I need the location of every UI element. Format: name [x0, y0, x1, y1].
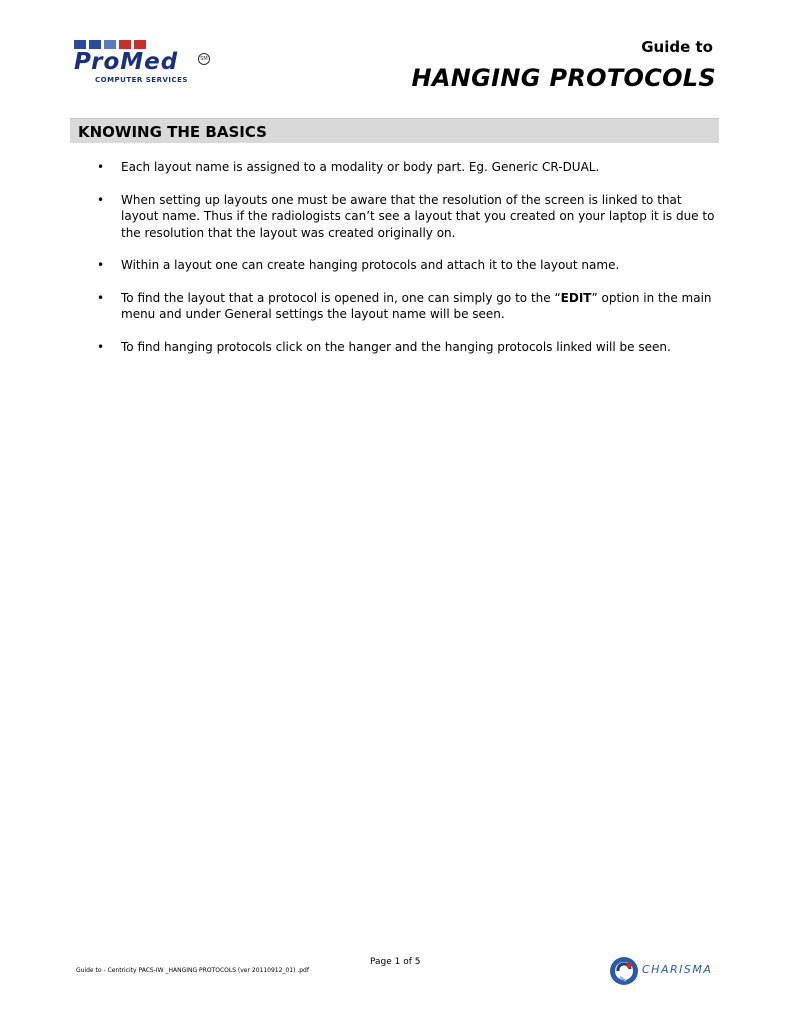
charisma-swirl-icon — [608, 955, 640, 987]
promed-logo — [74, 40, 214, 88]
bullet-text: Within a layout one can create hanging protocols and attach it to the layout name. — [121, 258, 620, 272]
logo-subtitle: COMPUTER SERVICES — [95, 76, 188, 84]
list-item — [97, 339, 717, 356]
section-title: KNOWING THE BASICS — [78, 123, 267, 141]
list-item — [97, 257, 717, 274]
charisma-logo — [608, 954, 723, 988]
bullet-text: Each layout name is assigned to a modality or body part. Eg. Generic CR-DUAL. — [121, 160, 600, 174]
list-item — [97, 192, 717, 242]
bullet-icon: • — [97, 339, 105, 354]
logo-wordmark: ProMed — [74, 49, 179, 75]
bullet-icon: • — [97, 258, 105, 272]
bullet-icon: • — [97, 290, 105, 305]
bullet-icon: • — [97, 160, 105, 174]
bullet-text-end: ” option in the main menu and under General settings the layout name will be seen. — [121, 290, 712, 321]
section-header-bar — [70, 118, 719, 143]
bullet-icon: • — [97, 192, 105, 207]
document-title: HANGING PROTOCOLS — [411, 64, 716, 92]
registered-mark-icon: SM — [198, 53, 210, 65]
bullet-text-start: To find the layout that a protocol is opened in, one can simply go to the “ — [121, 290, 561, 305]
bullet-text: To find hanging protocols click on the hanger and the hanging protocols linked will be seen. — [121, 339, 671, 354]
list-item — [97, 159, 717, 176]
bullet-text: When setting up layouts one must be aware that the resolution of the screen is linked to that layout name. Thus if the radiologists can’t see a layout that you created on your laptop it is due to the resolution that the layout was created originally on. — [121, 192, 715, 240]
bullet-list — [97, 159, 717, 371]
guide-to-label: Guide to — [641, 38, 713, 56]
logo-color-blocks — [74, 40, 146, 49]
page-number: Page 1 of 5 — [370, 957, 421, 967]
edit-keyword: EDIT — [560, 290, 592, 305]
list-item — [97, 290, 717, 323]
footer-filename: Guide to - Centricity PACS-IW _HANGING PROTOCOLS (ver 20110912_01) .pdf — [76, 967, 309, 974]
charisma-wordmark: CHARISMA — [642, 963, 713, 976]
